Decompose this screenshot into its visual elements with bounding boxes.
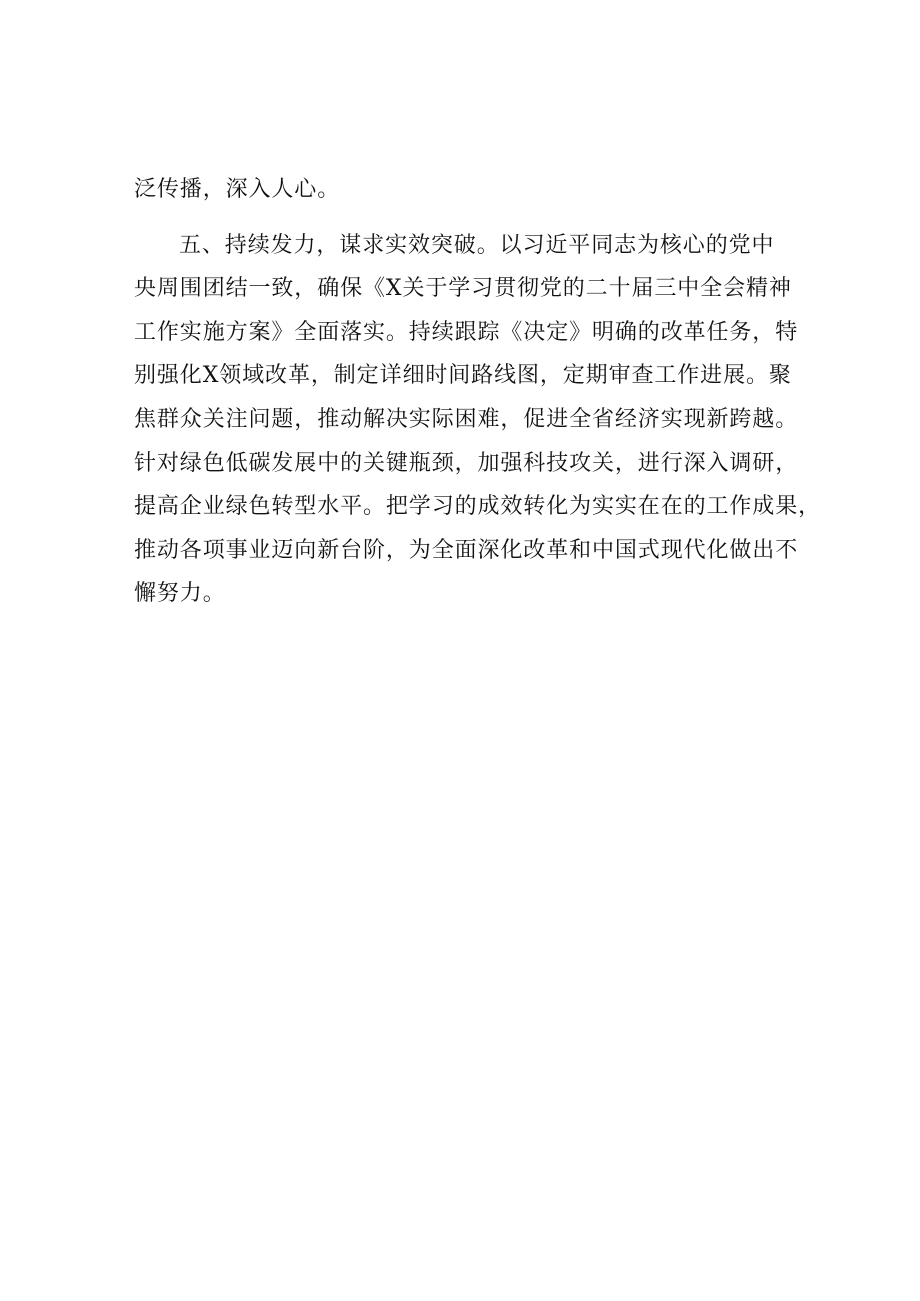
section-five-paragraph — [134, 224, 822, 616]
paragraph-line: 推动各项事业迈向新台阶，为全面深化改革和中国式现代化做出不 — [134, 537, 799, 563]
paragraph-line: 提高企业绿色转型水平。把学习的成效转化为实实在在的工作成果， — [134, 494, 822, 520]
paragraph-line: 工作实施方案》全面落实。持续跟踪《决定》明确的改革任务，特 — [134, 319, 799, 345]
paragraph-line: 别强化X领域改革，制定详细时间路线图，定期审查工作进展。聚 — [134, 363, 792, 389]
continuation-line: 泛传播，深入人心。 — [134, 177, 341, 202]
paragraph-line: 针对绿色低碳发展中的关键瓶颈，加强科技攻关，进行深入调研， — [134, 450, 799, 476]
paragraph-line: 焦群众关注问题，推动解决实际困难，促进全省经济实现新跨越。 — [134, 406, 799, 432]
paragraph-gap — [134, 212, 814, 224]
paragraph-line: 五、持续发力，谋求实效突破。以习近平同志为核心的党中 — [179, 232, 775, 258]
paragraph-line: 懈努力。 — [134, 581, 226, 607]
paragraph-line: 央周围团结一致，确保《X关于学习贯彻党的二十届三中全会精神 — [134, 276, 792, 302]
document-body — [134, 168, 822, 616]
